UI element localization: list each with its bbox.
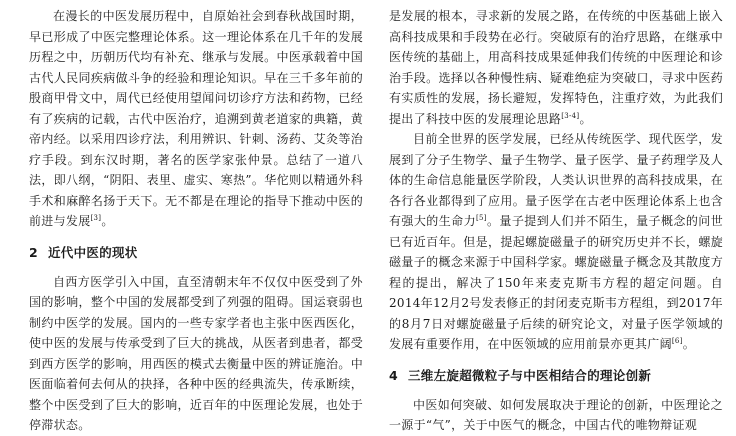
left-paragraph-2: 自西方医学引入中国，直至清朝末年不仅仅中医受到了外国的影响，整个中国的发展都受到了列强的阻碍。国运衰弱也制约中医学的发展。国内的一些专家学者也主张中医西医化，使中医的发展与传承受到了巨大的挑战，从医者到患者，都受到西方医学的影响，用西医的模式去衡量中医的辨证施治。中医面临着何去何从的抉择，各种中医的经典流失，传承断续，整个中医受到了巨大的影响，近百年的中医理论发展，也处于停滞状态。 [29, 274, 363, 432]
left-paragraph-1 [29, 6, 363, 232]
section-4-heading [389, 366, 723, 386]
citation-ref: [3-4] [561, 111, 580, 120]
section-4-title: 三维左旋超微粒子与中医相结合的理论创新 [408, 367, 652, 383]
paragraph-text: 。 [682, 337, 696, 351]
right-paragraph-3: 中医如何突破、如何发展取决于理论的创新，中医理论之一源于“气”，关于中医气的概念，中国古代的唯物辩证观 [389, 397, 723, 432]
paragraph-text: 目前全世界的医学发展，已经从传统医学、现代医学，发展到了分子生物学、量子生物学、量子医学、量子药理学及人体的生命信息能量医学阶段，人类认识世界的高科技成果，在各行各业都得到了应用。量子医学在古老中医理论体系上也含有强大的生命力 [389, 132, 723, 228]
left-column [29, 6, 363, 436]
right-paragraph-2 [389, 129, 723, 355]
section-2-title: 近代中医的现状 [48, 244, 138, 260]
section-4-number: 4 [389, 367, 398, 383]
citation-ref: [5] [476, 214, 487, 222]
paragraph-text: 。 [579, 111, 592, 126]
citation-ref: [3] [90, 214, 102, 222]
right-paragraph-1 [389, 6, 723, 129]
section-2-heading [29, 243, 363, 263]
right-column [389, 6, 723, 436]
paragraph-text: 在漫长的中医发展历程中，自原始社会到春秋战国时期，早已形成了中医完整理论体系。这一理论体系在几千年的发展历程之中，历朝历代均有补充、继承与发展。中医承载着中国古代人民同疾病做斗争的经验和理论知识。早在三千多年前的殷商甲骨文中，周代已经使用望闻问切诊疗方法和药物，已经有了疾病的记载，古代中医治疗，追溯到黄老道家的典籍，黄帝内经。以采用四诊疗法，利用辨识、针刺、汤药、艾灸等治疗手段。到东汉时期，著名的医学家张仲景。总结了一道八法，即八纲，“阴阳、表里、虚实、寒热”。华佗则以精通外科手术和麻醉名扬于天下。无不都是在理论的指导下推动中医的前进与发展 [29, 9, 363, 228]
citation-ref: [6] [671, 337, 683, 345]
paragraph-text: 是发展的根本，寻求新的发展之路，在传统的中医基础上嵌入高科技成果和手段势在必行。突破原有的治疗思路，在继承中医传统的基础上，用高科技成果延伸我们传统的中医理论和诊治手段。选择以各种慢性病、疑难绝症为突破口，寻求中医药有实质性的发展，扬长避短，发挥特色，注重疗效，为此我们提出了科技中医的发展理论思路 [389, 9, 723, 126]
paragraph-text: 。量子提到人们并不陌生，量子概念的问世已有近百年。但是，提起螺旋磁量子的研究历史并不长，螺旋磁量子的概念来源于中国科学家。螺旋磁量子概念及其散度方程的提出，解决了150年来麦克斯韦方程的超定问题。自2014年12月2号发表修正的封闭麦克斯韦方程组，到2017年的8月7日对螺旋磁量子后续的研究论文，对量子医学领域的发展有重要作用，在中医领域的应用前景亦更其广阔 [389, 214, 724, 351]
section-2-number: 2 [29, 244, 38, 260]
paragraph-text: 。 [101, 214, 114, 228]
